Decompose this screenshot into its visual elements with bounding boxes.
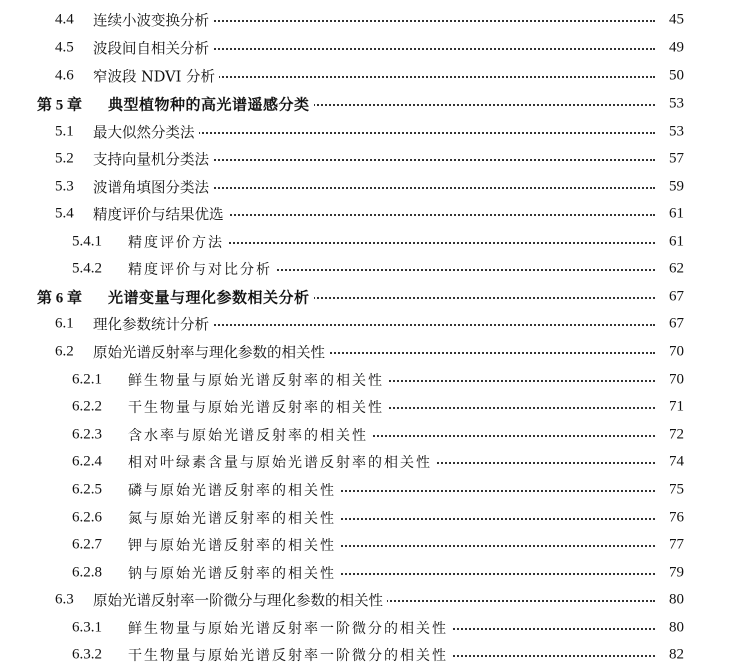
toc-page-number: 45 [669,11,684,27]
toc-entry[interactable] [0,34,754,61]
toc-entry[interactable] [0,366,754,393]
toc-page-number: 72 [669,426,684,442]
toc-entry-number: 5.4 [55,205,74,221]
toc-entry[interactable] [0,641,754,668]
toc-entry[interactable] [0,173,754,200]
toc-page-number: 70 [669,343,684,359]
toc-entry[interactable] [0,200,754,227]
toc-entry-title: 波段间自相关分析 [93,37,213,58]
toc-page-number: 62 [669,260,684,276]
toc-page-number: 61 [669,205,684,221]
toc-page-number: 76 [669,509,684,525]
toc-page-number: 77 [669,536,684,552]
toc-entry-title: 连续小波变换分析 [93,9,213,30]
toc-entry-title: 光谱变量与理化参数相关分析 [108,286,314,307]
toc-entry[interactable] [0,255,754,282]
toc-entry-title: 窄波段 NDVI 分析 [93,65,219,86]
toc-entry-number: 6.1 [55,315,74,331]
toc-entry-title: 理化参数统计分析 [93,313,213,334]
toc-entry-number: 5.2 [55,150,74,166]
toc-page-number: 80 [669,619,684,635]
toc-entry-title: 钠与原始光谱反射率的相关性 [128,563,340,583]
toc-entry[interactable] [0,145,754,172]
toc-entry-number: 6.3.2 [72,646,102,662]
toc-entry-title: 磷与原始光谱反射率的相关性 [128,480,340,500]
toc-entry-title: 精度评价与结果优选 [93,203,228,224]
toc-entry-title: 干生物量与原始光谱反射率一阶微分的相关性 [128,645,452,665]
toc-entry-title: 精度评价方法 [128,232,228,252]
toc-entry-number: 4.6 [55,67,74,83]
toc-entry[interactable] [0,118,754,145]
toc-entry-title: 原始光谱反射率与理化参数的相关性 [93,341,329,362]
toc-entry-number: 6.2.6 [72,509,102,525]
toc-entry-number: 6.2.8 [72,564,102,580]
toc-page-number: 79 [669,564,684,580]
toc-entry[interactable] [0,559,754,586]
toc-page-number: 74 [669,453,684,469]
toc-entry-title: 含水率与原始光谱反射率的相关性 [128,425,372,445]
toc-entry[interactable] [0,228,754,255]
toc-page-number: 80 [669,591,684,607]
toc-entry-number: 6.2.5 [72,481,102,497]
toc-page-number: 50 [669,67,684,83]
toc-entry-title: 干生物量与原始光谱反射率的相关性 [128,397,388,417]
toc-entry-title: 波谱角填图分类法 [93,176,213,197]
toc-entry-title: 原始光谱反射率一阶微分与理化参数的相关性 [93,589,387,610]
toc-page-number: 53 [669,123,684,139]
toc-entry-title: 支持向量机分类法 [93,148,213,169]
toc-page-number: 71 [669,398,684,414]
toc-entry-number: 4.4 [55,11,74,27]
toc-entry[interactable] [0,476,754,503]
toc-chapter-entry[interactable] [0,90,754,117]
toc-entry[interactable] [0,586,754,613]
toc-entry-title: 相对叶绿素含量与原始光谱反射率的相关性 [128,452,436,472]
toc-entry[interactable] [0,62,754,89]
toc-page-number: 59 [669,178,684,194]
toc-entry-number: 6.3.1 [72,619,102,635]
toc-page-number: 82 [669,646,684,662]
toc-entry-title: 最大似然分类法 [93,121,199,142]
toc-entry-number: 5.4.2 [72,260,102,276]
toc-entry-number: 5.3 [55,178,74,194]
toc-entry-title: 精度评价与对比分析 [128,259,276,279]
toc-page-number: 67 [669,288,684,304]
toc-entry-title: 钾与原始光谱反射率的相关性 [128,535,340,555]
toc-entry[interactable] [0,310,754,337]
toc-entry-title: 典型植物种的高光谱遥感分类 [108,93,314,114]
toc-entry[interactable] [0,448,754,475]
toc-entry-number: 6.2.2 [72,398,102,414]
toc-page-number: 67 [669,315,684,331]
toc-page-number: 61 [669,233,684,249]
toc-entry-number: 5.4.1 [72,233,102,249]
toc-entry-number: 6.2.3 [72,426,102,442]
toc-page-number: 53 [669,95,684,111]
toc-entry[interactable] [0,421,754,448]
toc-entry-number: 6.3 [55,591,74,607]
toc-entry-title: 鲜生物量与原始光谱反射率一阶微分的相关性 [128,618,452,638]
toc-entry-number: 4.5 [55,39,74,55]
toc-entry-number: 6.2.7 [72,536,102,552]
toc-page-number: 75 [669,481,684,497]
toc-entry[interactable] [0,393,754,420]
toc-entry[interactable] [0,6,754,33]
toc-entry[interactable] [0,338,754,365]
toc-entry[interactable] [0,614,754,641]
toc-chapter-entry[interactable] [0,283,754,310]
toc-entry[interactable] [0,504,754,531]
toc-entry-number: 6.2 [55,343,74,359]
toc-entry-title: 鲜生物量与原始光谱反射率的相关性 [128,370,388,390]
toc-entry[interactable] [0,531,754,558]
toc-entry-number: 6.2.1 [72,371,102,387]
toc-page-number: 70 [669,371,684,387]
toc-entry-number: 5.1 [55,123,74,139]
toc-entry-number: 6.2.4 [72,453,102,469]
toc-entry-title: 氮与原始光谱反射率的相关性 [128,508,340,528]
toc-page-number: 57 [669,150,684,166]
toc-entry-number: 第 6 章 [37,290,83,306]
toc-page-number: 49 [669,39,684,55]
toc-entry-number: 第 5 章 [37,97,83,113]
